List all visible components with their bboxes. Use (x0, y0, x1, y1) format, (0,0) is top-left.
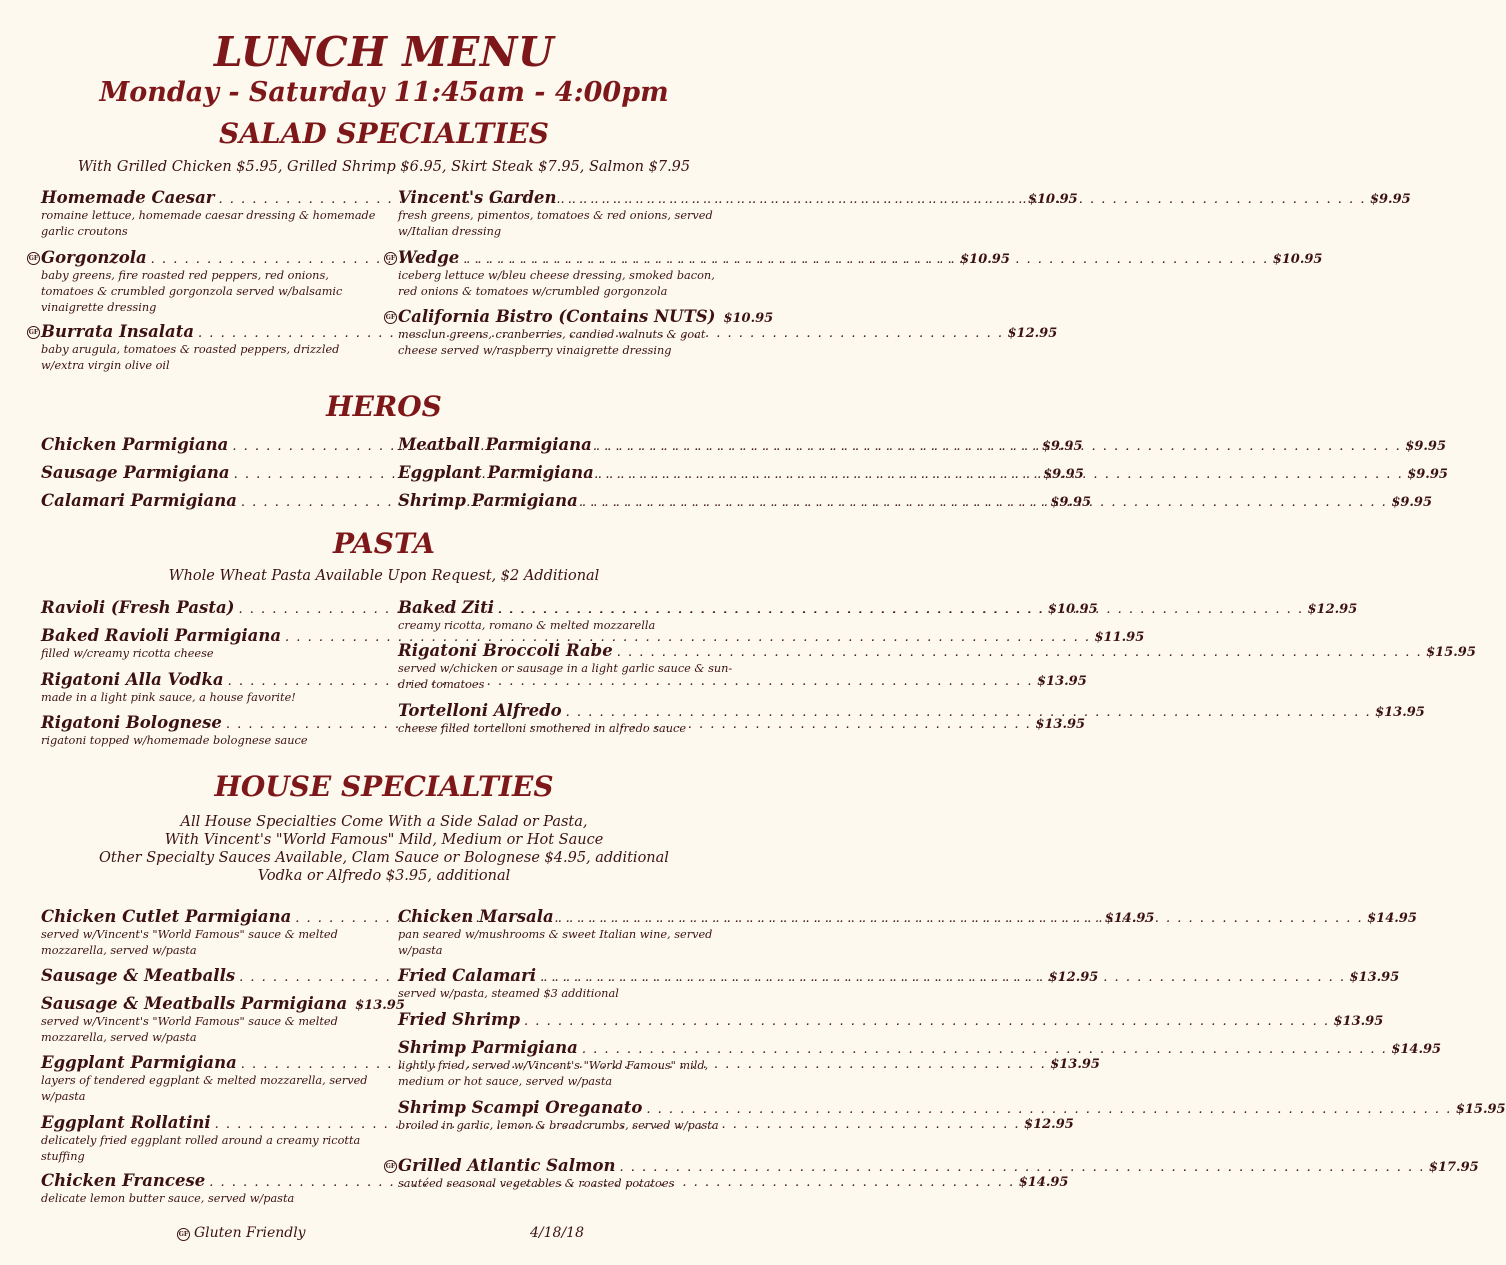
house-note-line: Other Specialty Sauces Available, Clam Sauce or Bolognese $4.95, additional (99, 850, 669, 866)
item-price: $15.95 (1455, 1102, 1506, 1117)
item-name: Rigatoni Broccoli Rabe (398, 641, 613, 660)
item-price: $9.95 (1391, 495, 1433, 510)
item-desc: baby arugula, tomatoes & roasted peppers, drizzled w/extra virgin olive oil (41, 343, 340, 372)
hours-subtitle: Monday - Saturday 11:45am - 4:00pm (99, 77, 669, 108)
page-title: LUNCH MENU (213, 28, 555, 76)
item-name: California Bistro (Contains NUTS) (398, 307, 716, 326)
item-name: Shrimp Scampi Oreganato (398, 1098, 643, 1117)
item-price: $14.95 (1018, 1175, 1069, 1190)
item-price: $9.95 (1405, 439, 1446, 454)
item-price: $11.95 (1094, 630, 1145, 645)
item-name: Chicken Francese (41, 1171, 206, 1190)
section-title-salads: SALAD SPECIALTIES (218, 117, 549, 150)
house-note-line: Vodka or Alfredo $3.95, additional (257, 868, 511, 884)
item-desc: served w/Vincent's "World Famous" sauce & melted mozzarella, served w/pasta (41, 928, 338, 957)
item-name: Baked Ziti (398, 598, 495, 617)
item-name: Fried Calamari (398, 966, 537, 985)
item-desc: lightly fried, served w/Vincent's "World Famous" mild, medium or hot sauce, served w/pasta (398, 1059, 709, 1088)
item-price: $9.95 (1043, 467, 1084, 482)
item-name: Sausage & Meatballs (41, 966, 236, 985)
item-desc: baby greens, fire roasted red peppers, red onions, tomatoes & crumbled gorgonzola served w/balsamic vinaigrette dressing (41, 269, 343, 314)
item-desc: cheese filled tortelloni smothered in alfredo sauce (398, 722, 687, 735)
item-price: $14.95 (1391, 1042, 1442, 1057)
item-desc: pan seared w/mushrooms & sweet Italian wine, served w/pasta (398, 928, 713, 957)
item-price: $12.95 (1307, 602, 1358, 617)
item-name: Wedge (398, 248, 460, 267)
item-name: Homemade Caesar (41, 188, 215, 207)
gluten-friendly-icon: GF (177, 1228, 190, 1241)
item-name: Shrimp Parmigiana (398, 491, 578, 510)
item-price: $10.95 (1027, 192, 1078, 207)
gluten-friendly-icon: GF (384, 1160, 397, 1173)
gluten-friendly-icon: GF (27, 252, 40, 265)
item-name: Burrata Insalata (41, 322, 195, 341)
item-desc: filled w/creamy ricotta cheese (41, 647, 214, 660)
menu-item (398, 463, 1448, 482)
item-price: $13.95 (1375, 705, 1425, 720)
item-price: $17.95 (1428, 1160, 1479, 1175)
item-price: $10.95 (1272, 252, 1323, 267)
item-name: Sausage & Meatballs Parmigiana (41, 994, 348, 1013)
item-price: $13.95 (355, 998, 405, 1013)
item-price: $13.95 (1035, 717, 1086, 732)
gluten-friendly-icon: GF (384, 311, 397, 324)
item-name: Eggplant Rollatini (41, 1113, 211, 1132)
item-name: Tortelloni Alfredo (398, 701, 562, 720)
salads-note: With Grilled Chicken $5.95, Grilled Shrimp $6.95, Skirt Steak $7.95, Salmon $7.95 (77, 159, 691, 175)
item-name: Calamari Parmigiana (41, 491, 237, 510)
gluten-friendly-icon: GF (384, 252, 397, 265)
item-desc: romaine lettuce, homemade caesar dressing & homemade garlic croutons (41, 209, 376, 238)
item-price: $9.95 (1041, 439, 1083, 454)
item-name: Rigatoni Alla Vodka (41, 670, 224, 689)
item-price: $10.95 (1047, 602, 1098, 617)
item-name: Gorgonzola (41, 248, 147, 267)
item-name: Baked Ravioli Parmigiana (41, 626, 282, 645)
item-name: Vincent's Garden (398, 188, 557, 207)
section-title-heros: HEROS (326, 390, 442, 423)
item-price: $10.95 (723, 311, 774, 326)
menu-date: 4/18/18 (530, 1225, 584, 1241)
item-price: $14.95 (1104, 911, 1155, 926)
item-desc: delicate lemon butter sauce, served w/pasta (41, 1192, 295, 1205)
item-name: Shrimp Parmigiana (398, 1038, 578, 1057)
item-price: $9.95 (1050, 495, 1092, 510)
item-name: Meatball Parmigiana (398, 435, 592, 454)
house-notes (0, 813, 768, 885)
item-price: $12.95 (1048, 970, 1099, 985)
item-desc: creamy ricotta, romano & melted mozzarella (398, 619, 656, 632)
item-name: Eggplant Parmigiana (41, 1053, 237, 1072)
item-price: $13.95 (1349, 970, 1400, 985)
item-price: $13.95 (1037, 674, 1087, 689)
item-desc: iceberg lettuce w/bleu cheese dressing, smoked bacon, red onions & tomatoes w/crumbled gorgonzola (398, 269, 715, 298)
section-title-pasta: PASTA (333, 527, 435, 560)
item-name: Ravioli (Fresh Pasta) (41, 598, 235, 617)
item-desc: served w/Vincent's "World Famous" sauce & melted mozzarella, served w/pasta (41, 1015, 338, 1044)
gluten-friendly-legend: Gluten Friendly (194, 1225, 306, 1241)
menu-item (398, 701, 1425, 737)
menu-item (398, 248, 1323, 300)
item-price: $10.95 (960, 252, 1010, 267)
item-name: Grilled Atlantic Salmon (398, 1156, 616, 1175)
item-name: Fried Shrimp (398, 1010, 521, 1029)
item-desc: made in a light pink sauce, a house favorite! (41, 691, 296, 704)
item-name: Sausage Parmigiana (41, 463, 230, 482)
item-price: $9.95 (1407, 467, 1448, 482)
item-desc: layers of tendered eggplant & melted mozzarella, served w/pasta (41, 1074, 368, 1103)
menu-item (398, 491, 1433, 510)
item-price: $14.95 (1367, 911, 1417, 926)
item-price: $13.95 (1333, 1014, 1384, 1029)
item-desc: sautéed seasonal vegetables & roasted potatoes (398, 1177, 675, 1190)
item-desc: served w/chicken or sausage in a light garlic sauce & sun-dried tomatoes (398, 662, 733, 691)
item-desc: delicately fried eggplant rolled around a creamy ricotta stuffing (41, 1134, 361, 1163)
item-name: Chicken Cutlet Parmigiana (41, 907, 292, 926)
item-price: $12.95 (1024, 1117, 1074, 1132)
item-desc: fresh greens, pimentos, tomatoes & red onions, served w/Italian dressing (398, 209, 713, 238)
item-name: Eggplant Parmigiana (398, 463, 594, 482)
item-price: $13.95 (1050, 1057, 1100, 1072)
item-price: $9.95 (1369, 192, 1411, 207)
item-name: Chicken Parmigiana (41, 435, 229, 454)
menu-item (398, 435, 1446, 454)
item-desc: served w/pasta, steamed $3 additional (398, 987, 619, 1000)
item-desc: mesclun greens, cranberries, candied walnuts & goat cheese served w/raspberry vinaigrette dressing (398, 328, 706, 357)
menu-item (398, 907, 1417, 959)
house-note-line: All House Specialties Come With a Side Salad or Pasta, (180, 814, 588, 830)
item-price: $15.95 (1426, 645, 1476, 660)
house-note-line: With Vincent's "World Famous" Mild, Medium or Hot Sauce (164, 832, 604, 848)
item-name: Chicken Marsala (398, 907, 554, 926)
menu-item (398, 307, 774, 359)
menu-item (41, 994, 405, 1046)
item-desc: rigatoni topped w/homemade bolognese sauce (41, 734, 308, 747)
section-title-house: HOUSE SPECIALTIES (214, 770, 554, 803)
gluten-friendly-icon: GF (27, 326, 40, 339)
item-price: $12.95 (1007, 326, 1058, 341)
pasta-note: Whole Wheat Pasta Available Upon Request, $2 Additional (168, 568, 600, 584)
item-desc: broiled in garlic, lemon & breadcrumbs, served w/pasta (398, 1119, 719, 1132)
menu-item (398, 1010, 1384, 1029)
item-name: Rigatoni Bolognese (41, 713, 222, 732)
